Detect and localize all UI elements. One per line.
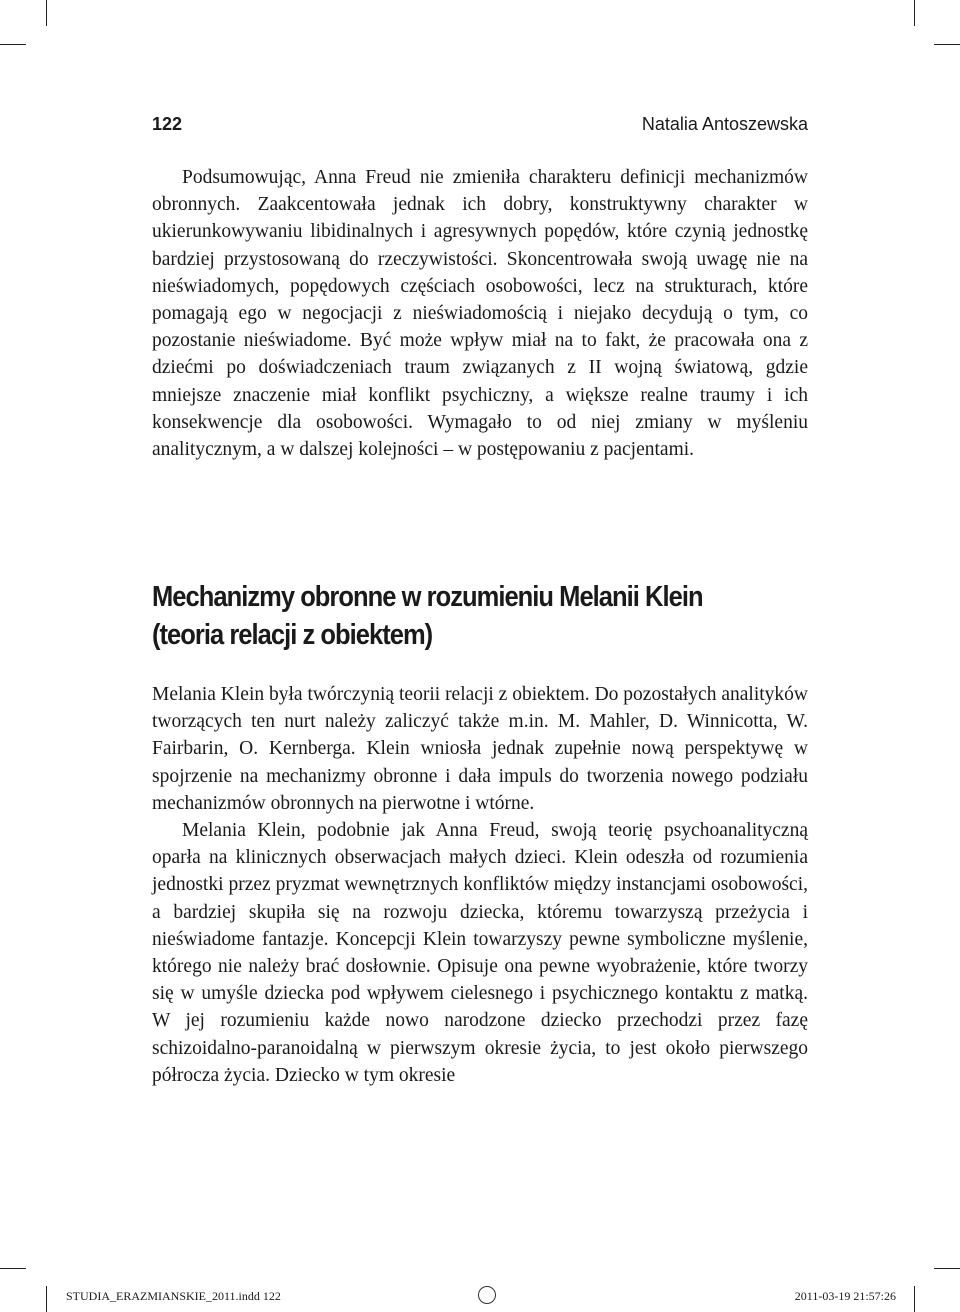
crop-mark-top-left-vertical	[46, 0, 47, 26]
paragraph: Melania Klein była twórczynią teorii relacji z obiektem. Do pozostałych analityków tworzących ten nurt należy zaliczyć także m.in. M. Mahler, D. Winnicotta, W. Fairbarin, O. Kernberga. Klein wniosła jednak zupełnie nową perspektywę w spojrzenie na mechanizmy obronne i dała impuls do tworzenia nowego podziału mechanizmów obronnych na pierwotne i wtórne.	[152, 684, 808, 814]
section-heading-line-1: Mechanizmy obronne w rozumieniu Melanii Klein	[152, 581, 703, 613]
running-head-author: Natalia Antoszewska	[641, 114, 808, 134]
registration-mark-icon	[478, 1286, 496, 1304]
paragraph: Melania Klein, podobnie jak Anna Freud, swoją teorię psychoanalityczną oparła na klinicznych obserwacjach małych dzieci. Klein odeszła od rozumienia jednostki przez pryzmat wewnętrznych konfliktów między instancjami osobowości, a bardziej skupiła się na rozwoju dziecka, któremu towarzyszą przeżycia i nieświadome fantazje. Koncepcji Klein towarzyszy pewne symboliczne myślenie, którego nie należy brać dosłownie. Opisuje ona pewne wyobrażenie, które tworzy się w umyśle dziecka pod wpływem cielesnego i psychicznego kontaktu z matką. W jej rozumieniu każde nowo narodzone dziecko przechodzi przez fazę schizoidalno-paranoidalną w pierwszym okresie życia, to jest około pierwszego półrocza życia. Dziecko w tym okresie	[152, 820, 808, 1086]
crop-mark-top-left-horizontal	[0, 44, 26, 45]
body-text-bottom	[152, 681, 808, 1089]
page-header	[152, 114, 808, 142]
printer-slug	[0, 1280, 960, 1312]
section-heading	[152, 578, 729, 654]
body-text-top	[152, 164, 808, 463]
slug-filename: STUDIA_ERAZMIANSKIE_2011.indd 122	[66, 1289, 281, 1303]
crop-mark-top-right-horizontal	[934, 44, 960, 45]
page-number: 122	[152, 114, 183, 134]
section-heading-line-2: (teoria relacji z obiektem)	[152, 619, 433, 651]
crop-mark-bottom-right-horizontal	[934, 1268, 960, 1269]
slug-datetime: 2011-03-19 21:57:26	[794, 1289, 896, 1303]
paragraph: Podsumowując, Anna Freud nie zmieniła charakteru definicji mechanizmów obronnych. Zaakcentowała jednak ich dobry, konstruktywny charakter w ukierunkowywaniu libidinalnych i agresywnych popędów, które czynią jednostkę bardziej przystosowaną do rzeczywistości. Skoncentrowała swoją uwagę nie na nieświadomych, popędowych częściach osobowości, lecz na strukturach, które pomagają ego w negocjacji z nieświadomością i niejako decydują o tym, co pozostanie nieświadome. Być może wpływ miał na to fakt, że pracowała ona z dziećmi po doświadczeniach traum związanych z II wojną światową, gdzie mniejsze znaczenie miał konflikt psychiczny, a większe realne traumy i ich konsekwencje dla osobowości. Wymagało to od niej zmiany w myśleniu analitycznym, a w dalszej kolejności – w postępowaniu z pacjentami.	[152, 167, 808, 461]
crop-mark-bottom-left-horizontal	[0, 1268, 26, 1269]
crop-mark-top-right-vertical	[914, 0, 915, 26]
